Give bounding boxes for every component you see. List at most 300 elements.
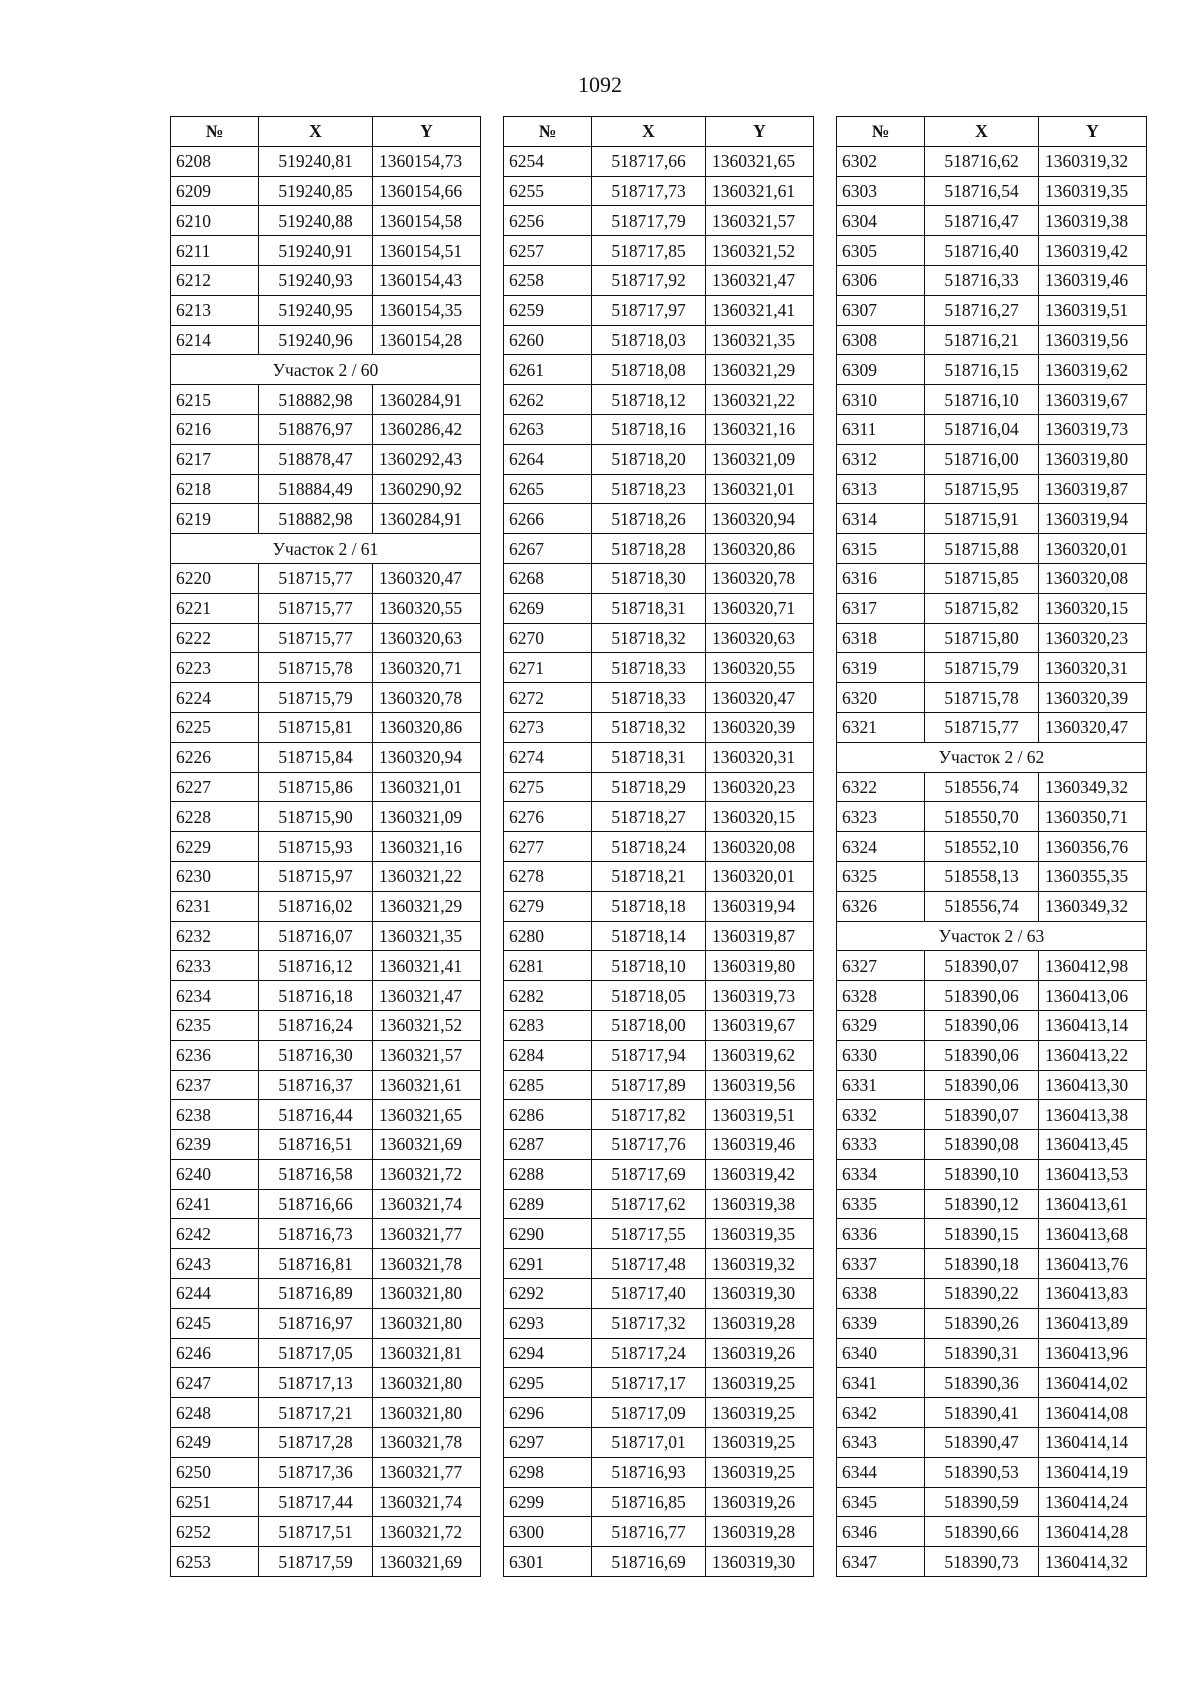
- point-number-cell: 6271: [504, 653, 592, 683]
- y-coordinate-cell: 1360321,80: [373, 1368, 481, 1398]
- table-row: [171, 1368, 481, 1398]
- table-row: [171, 802, 481, 832]
- point-number-cell: 6279: [504, 891, 592, 921]
- x-coordinate-cell: 518882,98: [259, 504, 373, 534]
- x-coordinate-cell: 518718,18: [592, 891, 706, 921]
- x-coordinate-cell: 518715,93: [259, 832, 373, 862]
- table-row: [837, 1517, 1147, 1547]
- table-row: [171, 444, 481, 474]
- x-coordinate-cell: 518716,24: [259, 1010, 373, 1040]
- table-row: [171, 891, 481, 921]
- table-body: [171, 146, 481, 1576]
- point-number-cell: 6260: [504, 325, 592, 355]
- y-coordinate-cell: 1360319,26: [706, 1487, 814, 1517]
- x-coordinate-cell: 519240,91: [259, 236, 373, 266]
- point-number-cell: 6346: [837, 1517, 925, 1547]
- point-number-cell: 6335: [837, 1189, 925, 1219]
- x-coordinate-cell: 518715,97: [259, 861, 373, 891]
- table-row: [171, 921, 481, 951]
- table-row: [837, 683, 1147, 713]
- table-row: [504, 534, 814, 564]
- table-row: [837, 146, 1147, 176]
- section-label: Участок 2 / 60: [171, 355, 481, 385]
- point-number-cell: 6209: [171, 176, 259, 206]
- y-coordinate-cell: 1360413,83: [1039, 1279, 1147, 1309]
- y-coordinate-cell: 1360292,43: [373, 444, 481, 474]
- x-coordinate-cell: 518718,16: [592, 414, 706, 444]
- point-number-cell: 6257: [504, 236, 592, 266]
- table-row: [504, 712, 814, 742]
- point-number-cell: 6344: [837, 1457, 925, 1487]
- x-coordinate-cell: 518715,81: [259, 712, 373, 742]
- table-row: [504, 1338, 814, 1368]
- section-row: [171, 355, 481, 385]
- x-coordinate-cell: 518715,77: [259, 563, 373, 593]
- y-coordinate-cell: 1360321,72: [373, 1159, 481, 1189]
- point-number-cell: 6238: [171, 1100, 259, 1130]
- y-coordinate-cell: 1360321,69: [373, 1547, 481, 1577]
- header-y: Y: [706, 117, 814, 147]
- point-number-cell: 6333: [837, 1130, 925, 1160]
- table-row: [837, 623, 1147, 653]
- table-body: [837, 146, 1147, 1576]
- table-row: [504, 146, 814, 176]
- section-label: Участок 2 / 62: [837, 742, 1147, 772]
- section-label: Участок 2 / 61: [171, 534, 481, 564]
- point-number-cell: 6328: [837, 981, 925, 1011]
- point-number-cell: 6275: [504, 772, 592, 802]
- y-coordinate-cell: 1360319,25: [706, 1457, 814, 1487]
- table-row: [837, 981, 1147, 1011]
- point-number-cell: 6250: [171, 1457, 259, 1487]
- x-coordinate-cell: 518390,10: [925, 1159, 1039, 1189]
- x-coordinate-cell: 518718,27: [592, 802, 706, 832]
- x-coordinate-cell: 518556,74: [925, 772, 1039, 802]
- x-coordinate-cell: 518552,10: [925, 832, 1039, 862]
- table-row: [837, 355, 1147, 385]
- table-row: [837, 504, 1147, 534]
- y-coordinate-cell: 1360320,01: [706, 861, 814, 891]
- table-row: [171, 1159, 481, 1189]
- y-coordinate-cell: 1360413,22: [1039, 1040, 1147, 1070]
- x-coordinate-cell: 518717,89: [592, 1070, 706, 1100]
- point-number-cell: 6284: [504, 1040, 592, 1070]
- x-coordinate-cell: 518390,07: [925, 1100, 1039, 1130]
- header-y: Y: [1039, 117, 1147, 147]
- y-coordinate-cell: 1360414,02: [1039, 1368, 1147, 1398]
- y-coordinate-cell: 1360154,73: [373, 146, 481, 176]
- x-coordinate-cell: 518716,30: [259, 1040, 373, 1070]
- x-coordinate-cell: 518882,98: [259, 385, 373, 415]
- point-number-cell: 6301: [504, 1547, 592, 1577]
- table-row: [837, 802, 1147, 832]
- coordinates-table-3: [836, 116, 1147, 1577]
- y-coordinate-cell: 1360413,68: [1039, 1219, 1147, 1249]
- table-row: [504, 921, 814, 951]
- x-coordinate-cell: 518717,94: [592, 1040, 706, 1070]
- x-coordinate-cell: 518715,79: [925, 653, 1039, 683]
- y-coordinate-cell: 1360319,30: [706, 1547, 814, 1577]
- table-row: [504, 1457, 814, 1487]
- point-number-cell: 6245: [171, 1308, 259, 1338]
- point-number-cell: 6292: [504, 1279, 592, 1309]
- table-row: [837, 206, 1147, 236]
- x-coordinate-cell: 518390,06: [925, 981, 1039, 1011]
- point-number-cell: 6254: [504, 146, 592, 176]
- table-row: [837, 653, 1147, 683]
- point-number-cell: 6336: [837, 1219, 925, 1249]
- point-number-cell: 6280: [504, 921, 592, 951]
- y-coordinate-cell: 1360319,25: [706, 1398, 814, 1428]
- point-number-cell: 6232: [171, 921, 259, 951]
- y-coordinate-cell: 1360320,55: [373, 593, 481, 623]
- x-coordinate-cell: 518390,36: [925, 1368, 1039, 1398]
- table-row: [504, 1308, 814, 1338]
- y-coordinate-cell: 1360284,91: [373, 504, 481, 534]
- point-number-cell: 6329: [837, 1010, 925, 1040]
- table-row: [171, 236, 481, 266]
- table-row: [837, 1010, 1147, 1040]
- point-number-cell: 6299: [504, 1487, 592, 1517]
- x-coordinate-cell: 518878,47: [259, 444, 373, 474]
- table-row: [504, 1279, 814, 1309]
- point-number-cell: 6265: [504, 474, 592, 504]
- table-row: [504, 1517, 814, 1547]
- x-coordinate-cell: 518717,21: [259, 1398, 373, 1428]
- x-coordinate-cell: 518718,31: [592, 593, 706, 623]
- y-coordinate-cell: 1360320,47: [1039, 712, 1147, 742]
- y-coordinate-cell: 1360414,14: [1039, 1428, 1147, 1458]
- point-number-cell: 6321: [837, 712, 925, 742]
- x-coordinate-cell: 518390,15: [925, 1219, 1039, 1249]
- point-number-cell: 6331: [837, 1070, 925, 1100]
- section-row: [837, 742, 1147, 772]
- point-number-cell: 6339: [837, 1308, 925, 1338]
- x-coordinate-cell: 519240,96: [259, 325, 373, 355]
- x-coordinate-cell: 518718,32: [592, 623, 706, 653]
- table-row: [504, 832, 814, 862]
- table-row: [837, 1100, 1147, 1130]
- y-coordinate-cell: 1360319,28: [706, 1517, 814, 1547]
- x-coordinate-cell: 518718,32: [592, 712, 706, 742]
- y-coordinate-cell: 1360320,08: [1039, 563, 1147, 593]
- x-coordinate-cell: 518716,12: [259, 951, 373, 981]
- table-row: [171, 1189, 481, 1219]
- point-number-cell: 6298: [504, 1457, 592, 1487]
- point-number-cell: 6318: [837, 623, 925, 653]
- table-row: [837, 325, 1147, 355]
- table-row: [504, 325, 814, 355]
- table-row: [504, 1100, 814, 1130]
- table-row: [837, 1487, 1147, 1517]
- x-coordinate-cell: 518718,21: [592, 861, 706, 891]
- y-coordinate-cell: 1360319,42: [706, 1159, 814, 1189]
- x-coordinate-cell: 518718,23: [592, 474, 706, 504]
- y-coordinate-cell: 1360319,25: [706, 1428, 814, 1458]
- table-row: [837, 1130, 1147, 1160]
- y-coordinate-cell: 1360320,86: [373, 712, 481, 742]
- table-row: [504, 742, 814, 772]
- x-coordinate-cell: 518715,90: [259, 802, 373, 832]
- table-row: [504, 891, 814, 921]
- point-number-cell: 6297: [504, 1428, 592, 1458]
- x-coordinate-cell: 518390,18: [925, 1249, 1039, 1279]
- point-number-cell: 6304: [837, 206, 925, 236]
- x-coordinate-cell: 518390,47: [925, 1428, 1039, 1458]
- x-coordinate-cell: 518717,55: [592, 1219, 706, 1249]
- x-coordinate-cell: 518716,10: [925, 385, 1039, 415]
- x-coordinate-cell: 518716,51: [259, 1130, 373, 1160]
- y-coordinate-cell: 1360321,41: [373, 951, 481, 981]
- y-coordinate-cell: 1360321,80: [373, 1308, 481, 1338]
- table-row: [504, 236, 814, 266]
- y-coordinate-cell: 1360321,01: [373, 772, 481, 802]
- table-row: [504, 206, 814, 236]
- y-coordinate-cell: 1360284,91: [373, 385, 481, 415]
- y-coordinate-cell: 1360320,55: [706, 653, 814, 683]
- point-number-cell: 6322: [837, 772, 925, 802]
- point-number-cell: 6248: [171, 1398, 259, 1428]
- x-coordinate-cell: 518717,59: [259, 1547, 373, 1577]
- point-number-cell: 6296: [504, 1398, 592, 1428]
- x-coordinate-cell: 518884,49: [259, 474, 373, 504]
- x-coordinate-cell: 518717,85: [592, 236, 706, 266]
- point-number-cell: 6309: [837, 355, 925, 385]
- table-row: [171, 1338, 481, 1368]
- x-coordinate-cell: 518390,41: [925, 1398, 1039, 1428]
- table-row: [171, 683, 481, 713]
- table-row: [504, 1219, 814, 1249]
- x-coordinate-cell: 518715,95: [925, 474, 1039, 504]
- x-coordinate-cell: 518715,77: [925, 712, 1039, 742]
- y-coordinate-cell: 1360413,30: [1039, 1070, 1147, 1100]
- table-row: [171, 1219, 481, 1249]
- x-coordinate-cell: 518718,10: [592, 951, 706, 981]
- x-coordinate-cell: 518716,89: [259, 1279, 373, 1309]
- table-row: [171, 295, 481, 325]
- table-row: [837, 295, 1147, 325]
- x-coordinate-cell: 518717,36: [259, 1457, 373, 1487]
- header-number: №: [171, 117, 259, 147]
- point-number-cell: 6272: [504, 683, 592, 713]
- x-coordinate-cell: 518717,82: [592, 1100, 706, 1130]
- x-coordinate-cell: 518717,01: [592, 1428, 706, 1458]
- y-coordinate-cell: 1360321,52: [373, 1010, 481, 1040]
- table-header-row: [171, 117, 481, 147]
- x-coordinate-cell: 518717,44: [259, 1487, 373, 1517]
- table-row: [837, 1428, 1147, 1458]
- table-row: [837, 1338, 1147, 1368]
- y-coordinate-cell: 1360321,52: [706, 236, 814, 266]
- point-number-cell: 6286: [504, 1100, 592, 1130]
- x-coordinate-cell: 518716,85: [592, 1487, 706, 1517]
- x-coordinate-cell: 518716,40: [925, 236, 1039, 266]
- y-coordinate-cell: 1360321,16: [373, 832, 481, 862]
- x-coordinate-cell: 518716,07: [259, 921, 373, 951]
- table-row: [171, 265, 481, 295]
- y-coordinate-cell: 1360356,76: [1039, 832, 1147, 862]
- x-coordinate-cell: 518717,69: [592, 1159, 706, 1189]
- table-row: [171, 1279, 481, 1309]
- x-coordinate-cell: 518716,58: [259, 1159, 373, 1189]
- point-number-cell: 6210: [171, 206, 259, 236]
- x-coordinate-cell: 518716,33: [925, 265, 1039, 295]
- y-coordinate-cell: 1360320,01: [1039, 534, 1147, 564]
- table-row: [837, 712, 1147, 742]
- y-coordinate-cell: 1360320,94: [706, 504, 814, 534]
- table-row: [171, 206, 481, 236]
- table-row: [171, 1249, 481, 1279]
- point-number-cell: 6228: [171, 802, 259, 832]
- y-coordinate-cell: 1360320,71: [706, 593, 814, 623]
- header-number: №: [837, 117, 925, 147]
- x-coordinate-cell: 518717,05: [259, 1338, 373, 1368]
- table-row: [837, 1070, 1147, 1100]
- x-coordinate-cell: 518716,04: [925, 414, 1039, 444]
- table-row: [504, 1159, 814, 1189]
- y-coordinate-cell: 1360320,63: [706, 623, 814, 653]
- point-number-cell: 6324: [837, 832, 925, 862]
- point-number-cell: 6226: [171, 742, 259, 772]
- x-coordinate-cell: 518390,73: [925, 1547, 1039, 1577]
- y-coordinate-cell: 1360320,47: [706, 683, 814, 713]
- x-coordinate-cell: 518717,76: [592, 1130, 706, 1160]
- y-coordinate-cell: 1360320,78: [373, 683, 481, 713]
- y-coordinate-cell: 1360320,31: [1039, 653, 1147, 683]
- x-coordinate-cell: 518558,13: [925, 861, 1039, 891]
- point-number-cell: 6223: [171, 653, 259, 683]
- table-row: [837, 444, 1147, 474]
- y-coordinate-cell: 1360413,06: [1039, 981, 1147, 1011]
- point-number-cell: 6285: [504, 1070, 592, 1100]
- point-number-cell: 6264: [504, 444, 592, 474]
- section-label: Участок 2 / 63: [837, 921, 1147, 951]
- x-coordinate-cell: 518718,08: [592, 355, 706, 385]
- x-coordinate-cell: 518716,81: [259, 1249, 373, 1279]
- table-row: [504, 951, 814, 981]
- point-number-cell: 6249: [171, 1428, 259, 1458]
- y-coordinate-cell: 1360413,38: [1039, 1100, 1147, 1130]
- table-row: [837, 1457, 1147, 1487]
- y-coordinate-cell: 1360414,32: [1039, 1547, 1147, 1577]
- point-number-cell: 6343: [837, 1428, 925, 1458]
- y-coordinate-cell: 1360319,25: [706, 1368, 814, 1398]
- y-coordinate-cell: 1360321,57: [706, 206, 814, 236]
- table-row: [837, 1279, 1147, 1309]
- point-number-cell: 6216: [171, 414, 259, 444]
- point-number-cell: 6290: [504, 1219, 592, 1249]
- x-coordinate-cell: 518715,79: [259, 683, 373, 713]
- x-coordinate-cell: 518716,93: [592, 1457, 706, 1487]
- x-coordinate-cell: 518718,26: [592, 504, 706, 534]
- x-coordinate-cell: 518717,24: [592, 1338, 706, 1368]
- table-row: [171, 146, 481, 176]
- x-coordinate-cell: 518390,22: [925, 1279, 1039, 1309]
- y-coordinate-cell: 1360319,30: [706, 1279, 814, 1309]
- table-row: [504, 176, 814, 206]
- y-coordinate-cell: 1360319,32: [706, 1249, 814, 1279]
- table-row: [837, 1547, 1147, 1577]
- table-row: [171, 1010, 481, 1040]
- point-number-cell: 6255: [504, 176, 592, 206]
- table-row: [837, 1308, 1147, 1338]
- x-coordinate-cell: 518716,66: [259, 1189, 373, 1219]
- y-coordinate-cell: 1360319,67: [1039, 385, 1147, 415]
- table-row: [837, 832, 1147, 862]
- x-coordinate-cell: 518716,47: [925, 206, 1039, 236]
- y-coordinate-cell: 1360319,46: [706, 1130, 814, 1160]
- y-coordinate-cell: 1360321,29: [373, 891, 481, 921]
- table-row: [837, 236, 1147, 266]
- x-coordinate-cell: 518717,48: [592, 1249, 706, 1279]
- point-number-cell: 6252: [171, 1517, 259, 1547]
- point-number-cell: 6320: [837, 683, 925, 713]
- point-number-cell: 6237: [171, 1070, 259, 1100]
- y-coordinate-cell: 1360319,38: [706, 1189, 814, 1219]
- table-row: [837, 891, 1147, 921]
- y-coordinate-cell: 1360154,28: [373, 325, 481, 355]
- point-number-cell: 6253: [171, 1547, 259, 1577]
- table-row: [504, 1547, 814, 1577]
- point-number-cell: 6312: [837, 444, 925, 474]
- point-number-cell: 6316: [837, 563, 925, 593]
- x-coordinate-cell: 518716,37: [259, 1070, 373, 1100]
- y-coordinate-cell: 1360320,15: [706, 802, 814, 832]
- point-number-cell: 6323: [837, 802, 925, 832]
- point-number-cell: 6340: [837, 1338, 925, 1368]
- x-coordinate-cell: 518715,78: [925, 683, 1039, 713]
- y-coordinate-cell: 1360321,69: [373, 1130, 481, 1160]
- y-coordinate-cell: 1360349,32: [1039, 772, 1147, 802]
- y-coordinate-cell: 1360319,62: [706, 1040, 814, 1070]
- point-number-cell: 6289: [504, 1189, 592, 1219]
- y-coordinate-cell: 1360319,80: [1039, 444, 1147, 474]
- y-coordinate-cell: 1360413,45: [1039, 1130, 1147, 1160]
- table-row: [504, 295, 814, 325]
- point-number-cell: 6225: [171, 712, 259, 742]
- point-number-cell: 6256: [504, 206, 592, 236]
- x-coordinate-cell: 518716,77: [592, 1517, 706, 1547]
- table-row: [504, 1249, 814, 1279]
- y-coordinate-cell: 1360321,77: [373, 1457, 481, 1487]
- y-coordinate-cell: 1360319,62: [1039, 355, 1147, 385]
- table-header-row: [504, 117, 814, 147]
- y-coordinate-cell: 1360413,53: [1039, 1159, 1147, 1189]
- y-coordinate-cell: 1360414,24: [1039, 1487, 1147, 1517]
- x-coordinate-cell: 518717,13: [259, 1368, 373, 1398]
- header-number: №: [504, 117, 592, 147]
- point-number-cell: 6215: [171, 385, 259, 415]
- x-coordinate-cell: 518390,59: [925, 1487, 1039, 1517]
- y-coordinate-cell: 1360319,94: [1039, 504, 1147, 534]
- table-row: [837, 1368, 1147, 1398]
- point-number-cell: 6317: [837, 593, 925, 623]
- table-row: [171, 1547, 481, 1577]
- x-coordinate-cell: 518717,73: [592, 176, 706, 206]
- page-number: 1092: [578, 72, 622, 97]
- point-number-cell: 6334: [837, 1159, 925, 1189]
- table-row: [171, 981, 481, 1011]
- point-number-cell: 6338: [837, 1279, 925, 1309]
- point-number-cell: 6258: [504, 265, 592, 295]
- table-row: [171, 325, 481, 355]
- x-coordinate-cell: 518718,12: [592, 385, 706, 415]
- x-coordinate-cell: 518716,69: [592, 1547, 706, 1577]
- x-coordinate-cell: 518718,05: [592, 981, 706, 1011]
- point-number-cell: 6222: [171, 623, 259, 653]
- x-coordinate-cell: 518390,06: [925, 1040, 1039, 1070]
- table-row: [171, 1130, 481, 1160]
